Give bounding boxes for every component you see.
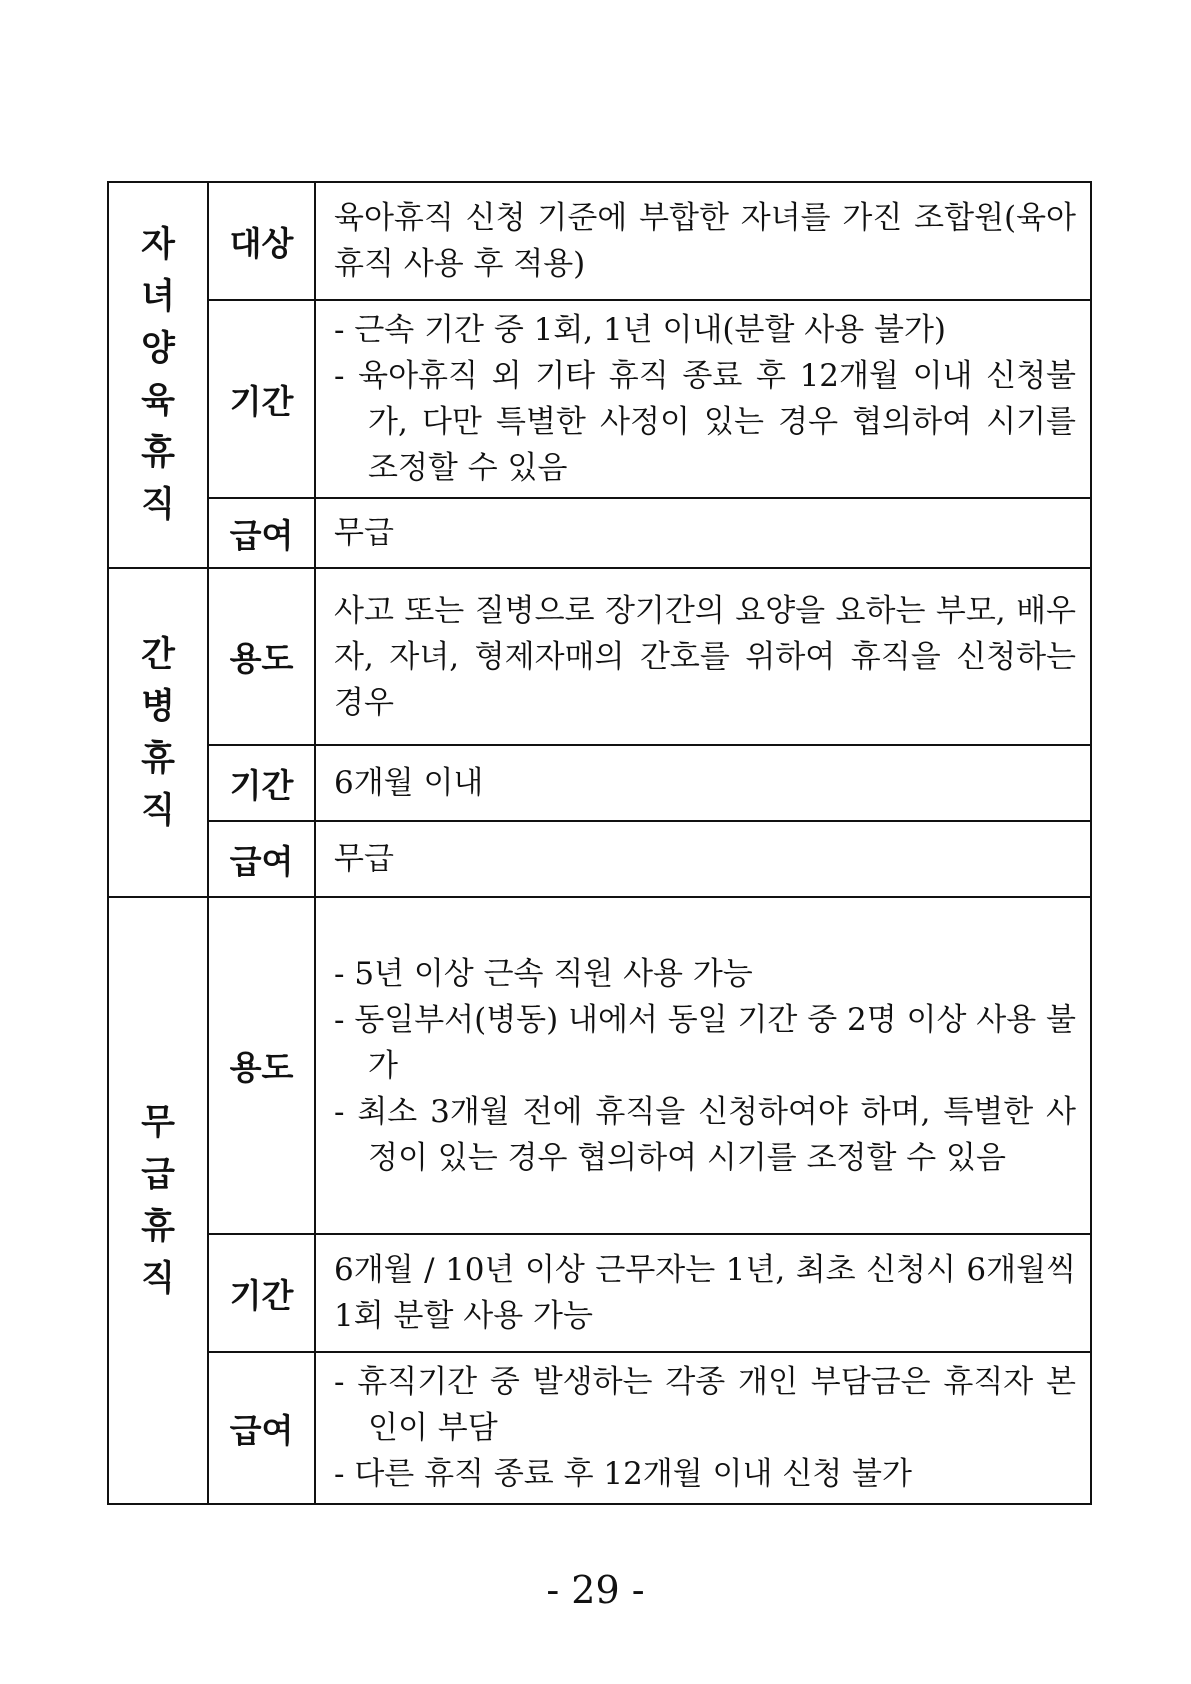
row-label: 기간: [208, 1234, 315, 1352]
table-row: [108, 498, 1091, 568]
row-content: 사고 또는 질병으로 장기간의 요양을 요하는 부모, 배우자, 자녀, 형제자매의 간호를 위하여 휴직을 신청하는 경우: [315, 568, 1091, 745]
page-number: - 29 -: [546, 1568, 645, 1612]
category-care-leave: 간 병 휴 직: [108, 568, 208, 897]
row-label: 대상: [208, 182, 315, 300]
table-row: [108, 745, 1091, 821]
row-content: 무급: [315, 498, 1091, 568]
row-content: 육아휴직 신청 기준에 부합한 자녀를 가진 조합원(육아휴직 사용 후 적용): [315, 182, 1091, 300]
row-label: 급여: [208, 498, 315, 568]
category-unpaid-leave: 무 급 휴 직: [108, 897, 208, 1504]
row-label: 급여: [208, 821, 315, 897]
row-content: 6개월 / 10년 이상 근무자는 1년, 최초 신청시 6개월씩 1회 분할 사용 가능: [315, 1234, 1091, 1352]
category-childcare-leave: 자 녀 양 육 휴 직: [108, 182, 208, 568]
row-label: 용도: [208, 568, 315, 745]
row-content: - 5년 이상 근속 직원 사용 가능 - 동일부서(병동) 내에서 동일 기간 중 2명 이상 사용 불가 - 최소 3개월 전에 휴직을 신청하여야 하며, 특별한 사정이 있는 경우 협의하여 시기를 조정할 수 있음: [315, 897, 1091, 1234]
leave-policy-table: [107, 181, 1092, 1505]
row-label: 기간: [208, 300, 315, 498]
table-row: [108, 1352, 1091, 1504]
row-label: 급여: [208, 1352, 315, 1504]
row-content: - 휴직기간 중 발생하는 각종 개인 부담금은 휴직자 본인이 부담 - 다른 휴직 종료 후 12개월 이내 신청 불가: [315, 1352, 1091, 1504]
row-content: - 근속 기간 중 1회, 1년 이내(분할 사용 불가) - 육아휴직 외 기타 휴직 종료 후 12개월 이내 신청불가, 다만 특별한 사정이 있는 경우 협의하여 시기를 조정할 수 있음: [315, 300, 1091, 498]
row-label: 기간: [208, 745, 315, 821]
table-row: [108, 568, 1091, 745]
table-row: [108, 182, 1091, 300]
table-row: [108, 897, 1091, 1234]
row-content: 6개월 이내: [315, 745, 1091, 821]
row-content: 무급: [315, 821, 1091, 897]
table-row: [108, 300, 1091, 498]
table-row: [108, 1234, 1091, 1352]
row-label: 용도: [208, 897, 315, 1234]
table-row: [108, 821, 1091, 897]
